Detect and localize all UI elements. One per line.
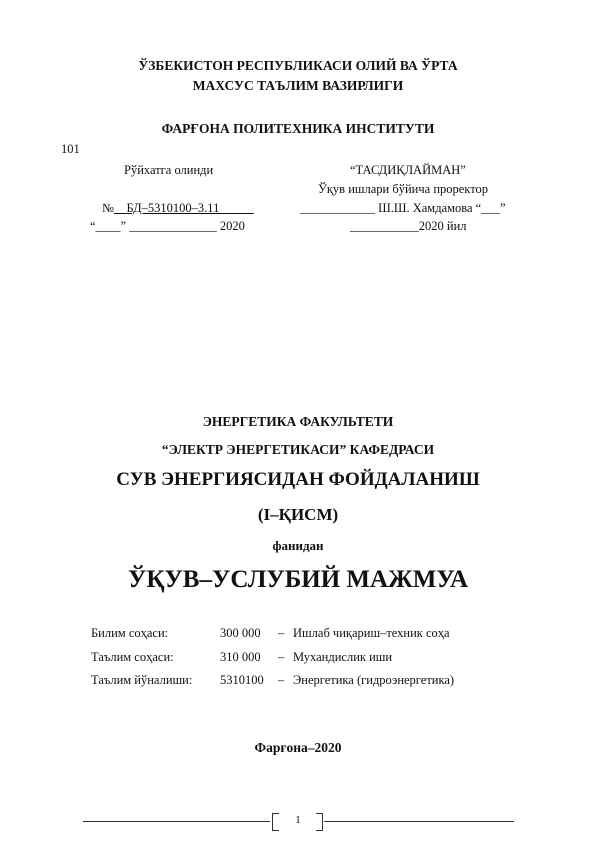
footer-rule-right	[324, 821, 514, 822]
field-value: Мухандислик иши	[293, 650, 393, 664]
footer-bracket-right	[316, 813, 323, 831]
field-label: Билим соҳаси:	[91, 626, 169, 640]
field-label: Таълим соҳаси:	[91, 650, 174, 664]
field-code: 310 000	[220, 650, 261, 664]
page-number: 1	[295, 814, 301, 826]
subject-suffix: фанидан	[272, 538, 324, 553]
field-label: Таълим йўналиши:	[91, 673, 193, 687]
ministry-line-1: ЎЗБЕКИСТОН РЕСПУБЛИКАСИ ОЛИЙ ВА ЎРТА	[138, 58, 458, 73]
ministry-line-2: МАХСУС ТАЪЛИМ ВАЗИРЛИГИ	[192, 78, 404, 93]
faculty-name: ЭНЕРГЕТИКА ФАКУЛЬТЕТИ	[202, 414, 394, 429]
subject-part: (I–ҚИСМ)	[257, 505, 339, 524]
field-value: Ишлаб чиқариш–техник соҳа	[293, 626, 450, 640]
city-year: Фарғона–2020	[254, 740, 342, 755]
field-code: 5310100	[220, 673, 264, 687]
registration-date-line: “____” ______________ 2020	[90, 219, 245, 233]
department-name: “ЭЛЕКТР ЭНЕРГЕТИКАСИ” КАФЕДРАСИ	[161, 442, 435, 457]
registration-number-prefix: №	[102, 201, 114, 215]
document-type: ЎҚУВ–УСЛУБИЙ МАЖМУА	[127, 566, 468, 593]
approval-date-line: ___________2020 йил	[350, 219, 467, 233]
registration-number	[102, 201, 254, 216]
subject-title: СУВ ЭНЕРГИЯСИДАН ФОЙДАЛАНИШ	[116, 469, 480, 490]
registration-label: Рўйхатга олинди	[124, 163, 214, 177]
field-dash: –	[278, 650, 285, 664]
approval-position: Ўқув ишлари бўйича проректор	[318, 182, 489, 196]
approval-title: “ТАСДИҚЛАЙМАН”	[350, 163, 466, 177]
institute-name: ФАРҒОНА ПОЛИТЕХНИКА ИНСТИТУТИ	[161, 121, 435, 136]
field-dash: –	[278, 626, 285, 640]
field-code: 300 000	[220, 626, 261, 640]
page-code: 101	[61, 142, 80, 156]
approval-signature-line: ____________ Ш.Ш. Хамдамова “___”	[300, 201, 506, 215]
field-value: Энергетика (гидроэнергетика)	[293, 673, 455, 687]
registration-number-value: БД–5310100–3.11	[126, 201, 220, 215]
field-dash: –	[278, 673, 285, 687]
